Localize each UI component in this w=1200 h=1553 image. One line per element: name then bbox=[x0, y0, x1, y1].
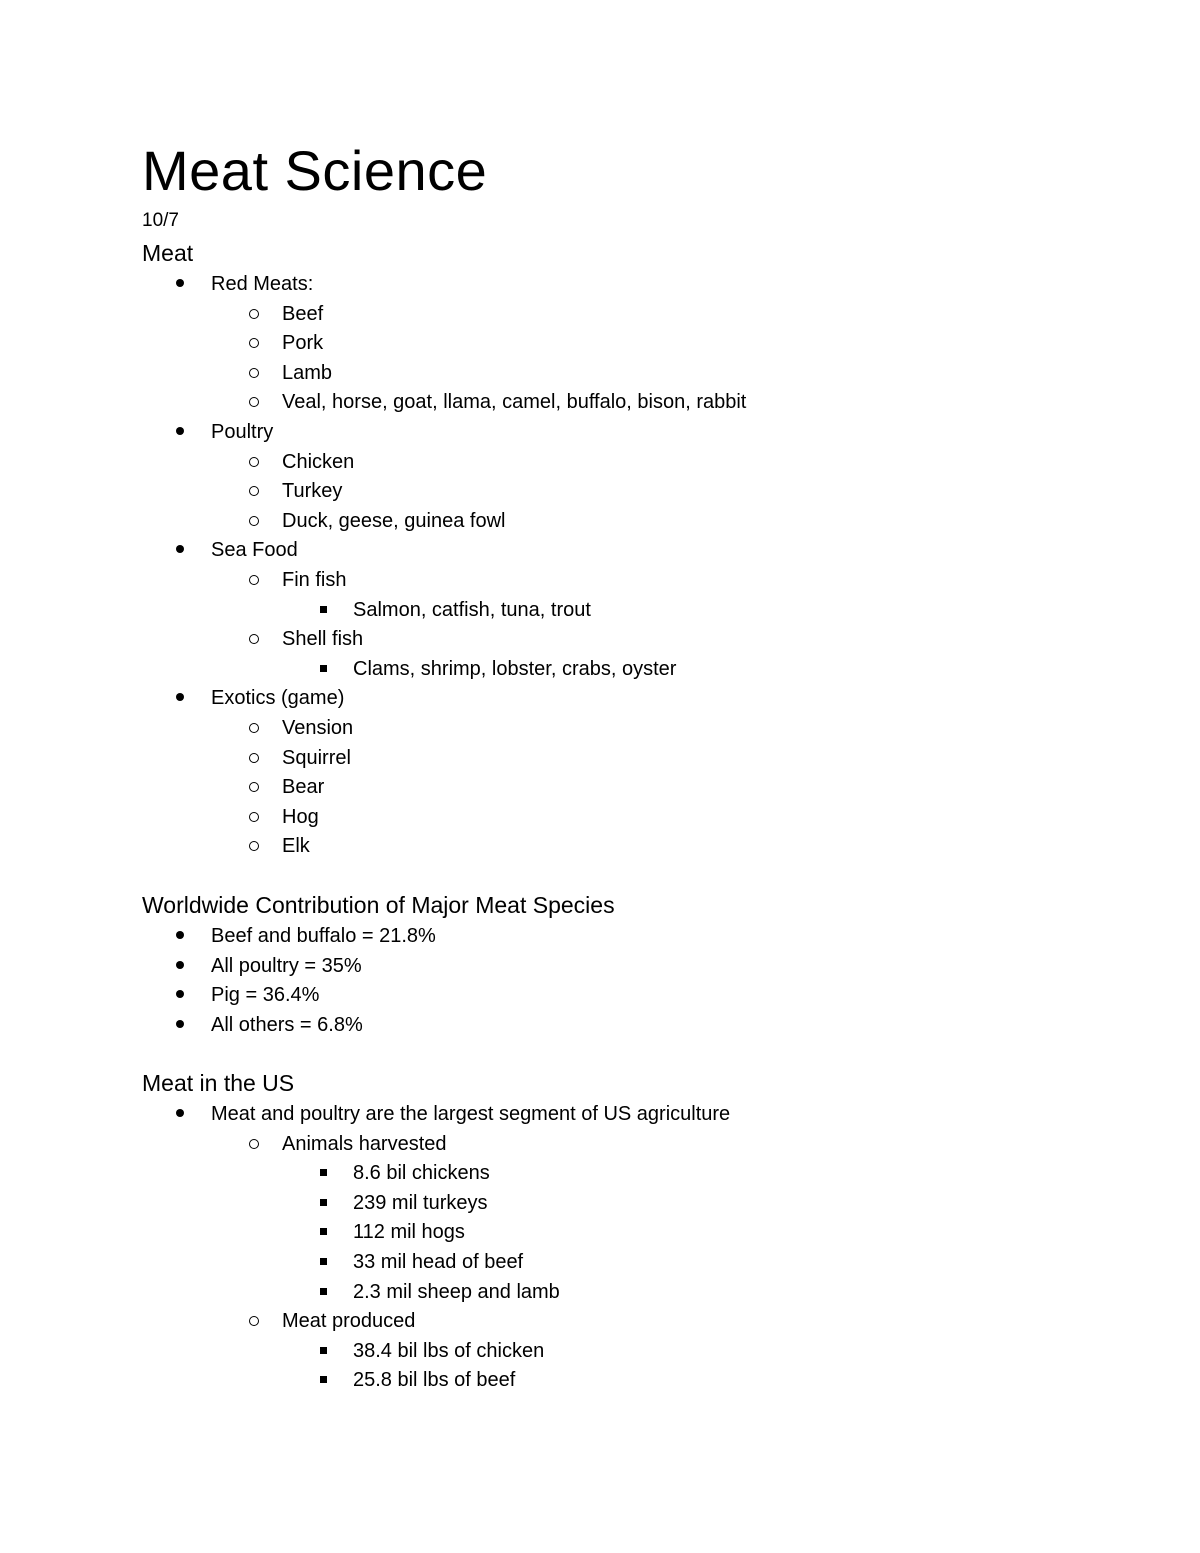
list-item-text: Shell fish bbox=[282, 628, 364, 650]
list-item-text: Beef and buffalo = 21.8% bbox=[211, 925, 436, 947]
circle-bullet-icon bbox=[244, 300, 264, 328]
bullet-icon bbox=[170, 418, 190, 446]
square-bullet-icon bbox=[313, 1218, 333, 1246]
list-item-text: Poultry bbox=[211, 421, 274, 443]
list-item-text: 8.6 bil chickens bbox=[353, 1162, 490, 1184]
list-item-text: All poultry = 35% bbox=[211, 955, 362, 977]
list-item-text: Pig = 36.4% bbox=[211, 984, 320, 1006]
bullet-icon bbox=[170, 1011, 190, 1039]
circle-bullet-icon bbox=[244, 773, 264, 801]
list-item-text: Turkey bbox=[282, 480, 343, 502]
circle-bullet-icon bbox=[244, 714, 264, 742]
list-item-text: 33 mil head of beef bbox=[353, 1251, 524, 1273]
list-item-text: Salmon, catfish, tuna, trout bbox=[353, 599, 591, 621]
list-item-text: Pork bbox=[282, 332, 324, 354]
list-item-text: Vension bbox=[282, 717, 354, 739]
square-bullet-icon bbox=[313, 1337, 333, 1365]
list-item-text: 38.4 bil lbs of chicken bbox=[353, 1340, 545, 1362]
list-item-text: Bear bbox=[282, 776, 325, 798]
bullet-icon bbox=[170, 1100, 190, 1128]
circle-bullet-icon bbox=[244, 388, 264, 416]
square-bullet-icon bbox=[313, 655, 333, 683]
section-heading: Meat in the US bbox=[142, 1070, 295, 1096]
list-item-text: Lamb bbox=[282, 362, 333, 384]
square-bullet-icon bbox=[313, 1159, 333, 1187]
circle-bullet-icon bbox=[244, 1307, 264, 1335]
list-item-text: All others = 6.8% bbox=[211, 1014, 363, 1036]
square-bullet-icon bbox=[313, 1248, 333, 1276]
section-heading: Worldwide Contribution of Major Meat Species bbox=[142, 892, 615, 918]
circle-bullet-icon bbox=[244, 803, 264, 831]
list-item-text: Beef bbox=[282, 303, 324, 325]
list-item-text: Red Meats: bbox=[211, 273, 314, 295]
circle-bullet-icon bbox=[244, 832, 264, 860]
list-item-text: 112 mil hogs bbox=[353, 1221, 465, 1243]
list-item-text: Duck, geese, guinea fowl bbox=[282, 510, 506, 532]
list-item-text: Exotics (game) bbox=[211, 687, 345, 709]
list-item-text: Sea Food bbox=[211, 539, 298, 561]
bullet-icon bbox=[170, 952, 190, 980]
bullet-icon bbox=[170, 684, 190, 712]
square-bullet-icon bbox=[313, 1189, 333, 1217]
section-heading: Meat bbox=[142, 240, 194, 266]
circle-bullet-icon bbox=[244, 507, 264, 535]
circle-bullet-icon bbox=[244, 1130, 264, 1158]
bullet-icon bbox=[170, 922, 190, 950]
document-title: Meat Science bbox=[142, 139, 488, 202]
bullet-icon bbox=[170, 981, 190, 1009]
circle-bullet-icon bbox=[244, 329, 264, 357]
bullet-icon bbox=[170, 270, 190, 298]
list-item-text: Chicken bbox=[282, 451, 355, 473]
square-bullet-icon bbox=[313, 596, 333, 624]
document-date: 10/7 bbox=[142, 210, 179, 231]
circle-bullet-icon bbox=[244, 477, 264, 505]
list-item-text: Squirrel bbox=[282, 747, 351, 769]
list-item-text: Animals harvested bbox=[282, 1133, 447, 1155]
circle-bullet-icon bbox=[244, 744, 264, 772]
list-item-text: Meat produced bbox=[282, 1310, 416, 1332]
list-item-text: Fin fish bbox=[282, 569, 347, 591]
bullet-icon bbox=[170, 536, 190, 564]
circle-bullet-icon bbox=[244, 625, 264, 653]
circle-bullet-icon bbox=[244, 566, 264, 594]
list-item-text: 2.3 mil sheep and lamb bbox=[353, 1281, 560, 1303]
square-bullet-icon bbox=[313, 1278, 333, 1306]
circle-bullet-icon bbox=[244, 448, 264, 476]
list-item-text: Elk bbox=[282, 835, 310, 857]
list-item-text: Meat and poultry are the largest segment of US agriculture bbox=[211, 1103, 731, 1125]
list-item-text: Clams, shrimp, lobster, crabs, oyster bbox=[353, 658, 677, 680]
square-bullet-icon bbox=[313, 1366, 333, 1394]
list-item-text: 239 mil turkeys bbox=[353, 1192, 488, 1214]
list-item-text: 25.8 bil lbs of beef bbox=[353, 1369, 516, 1391]
circle-bullet-icon bbox=[244, 359, 264, 387]
list-item-text: Hog bbox=[282, 806, 319, 828]
list-item-text: Veal, horse, goat, llama, camel, buffalo, bison, rabbit bbox=[282, 391, 747, 413]
